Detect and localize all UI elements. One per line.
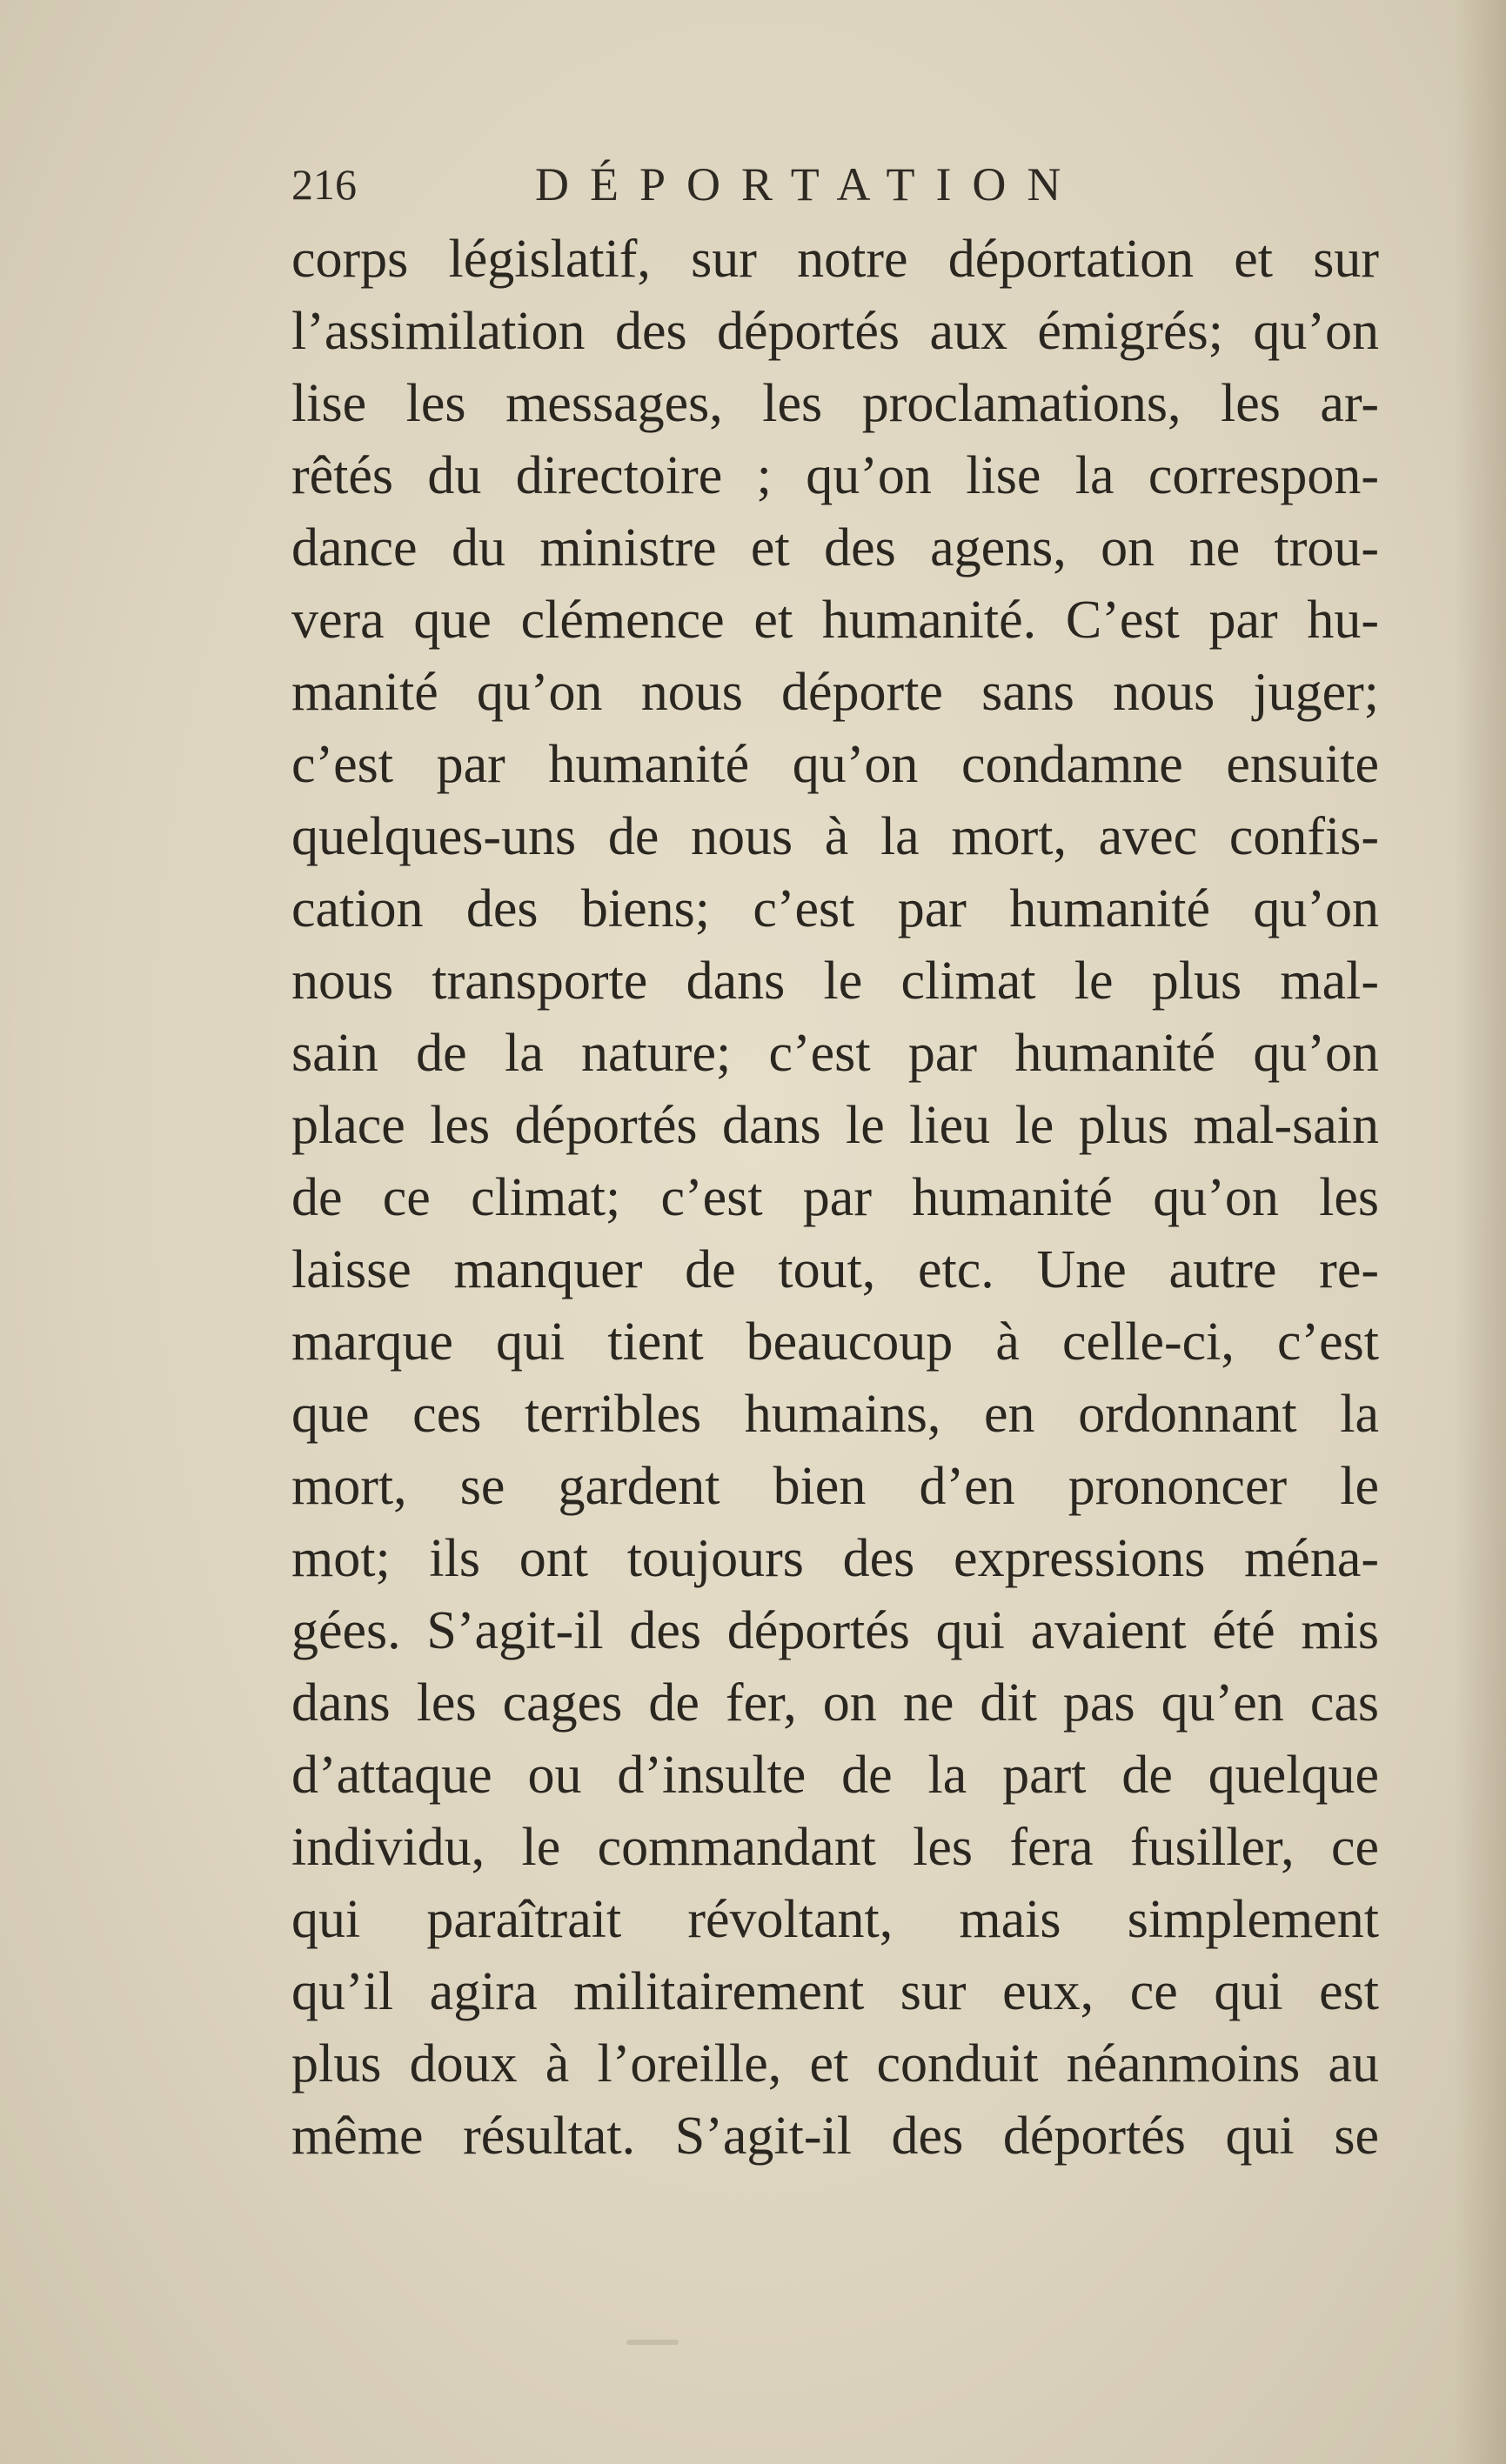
text-line: cation des biens; c’est par humanité qu’on bbox=[291, 879, 1379, 938]
text-line: marque qui tient beaucoup à celle-ci, c’est bbox=[291, 1312, 1379, 1372]
text-line: sain de la nature; c’est par humanité qu’on bbox=[291, 1024, 1379, 1083]
text-line: lise les messages, les proclamations, les ar- bbox=[291, 374, 1379, 433]
page-number: 216 bbox=[291, 160, 357, 209]
text-line: mot; ils ont toujours des expressions ména- bbox=[291, 1529, 1379, 1588]
text-line: l’assimilation des déportés aux émigrés; qu’on bbox=[291, 302, 1379, 361]
text-line: qui paraîtrait révoltant, mais simplement bbox=[291, 1890, 1379, 1949]
text-line: mort, se gardent bien d’en prononcer le bbox=[291, 1457, 1379, 1516]
text-line: vera que clémence et humanité. C’est par hu- bbox=[291, 591, 1379, 650]
text-line: que ces terribles humains, en ordonnant la bbox=[291, 1385, 1379, 1444]
text-line: place les déportés dans le lieu le plus mal-sain bbox=[291, 1096, 1379, 1155]
text-line: manité qu’on nous déporte sans nous juger; bbox=[291, 663, 1379, 722]
text-line: qu’il agira militairement sur eux, ce qui est bbox=[291, 1962, 1379, 2021]
text-line: d’attaque ou d’insulte de la part de quelque bbox=[291, 1746, 1379, 1805]
text-line: c’est par humanité qu’on condamne ensuite bbox=[291, 735, 1379, 794]
text-line: gées. S’agit-il des déportés qui avaient été mis bbox=[291, 1601, 1379, 1660]
running-title: DÉPORTATION bbox=[535, 158, 1082, 210]
text-line: rêtés du directoire ; qu’on lise la correspon- bbox=[291, 446, 1379, 505]
text-line: dans les cages de fer, on ne dit pas qu’en cas bbox=[291, 1673, 1379, 1733]
running-head bbox=[291, 150, 1161, 219]
text-line: individu, le commandant les fera fusiller, ce bbox=[291, 1818, 1379, 1877]
text-line: quelques-uns de nous à la mort, avec confis- bbox=[291, 807, 1379, 866]
text-line: corps législatif, sur notre déportation et sur bbox=[291, 230, 1379, 289]
text-line: plus doux à l’oreille, et conduit néanmoins au bbox=[291, 2034, 1379, 2093]
text-line: nous transporte dans le climat le plus mal- bbox=[291, 952, 1379, 1011]
text-line: même résultat. S’agit-il des déportés qui se bbox=[291, 2107, 1379, 2166]
paper-mark bbox=[626, 2340, 679, 2345]
page-edge-shadow bbox=[1454, 0, 1506, 2464]
text-line: laisse manquer de tout, etc. Une autre re- bbox=[291, 1240, 1379, 1299]
text-line: de ce climat; c’est par humanité qu’on les bbox=[291, 1168, 1379, 1227]
text-line: dance du ministre et des agens, on ne trou- bbox=[291, 518, 1379, 578]
body-text bbox=[291, 224, 1379, 2173]
